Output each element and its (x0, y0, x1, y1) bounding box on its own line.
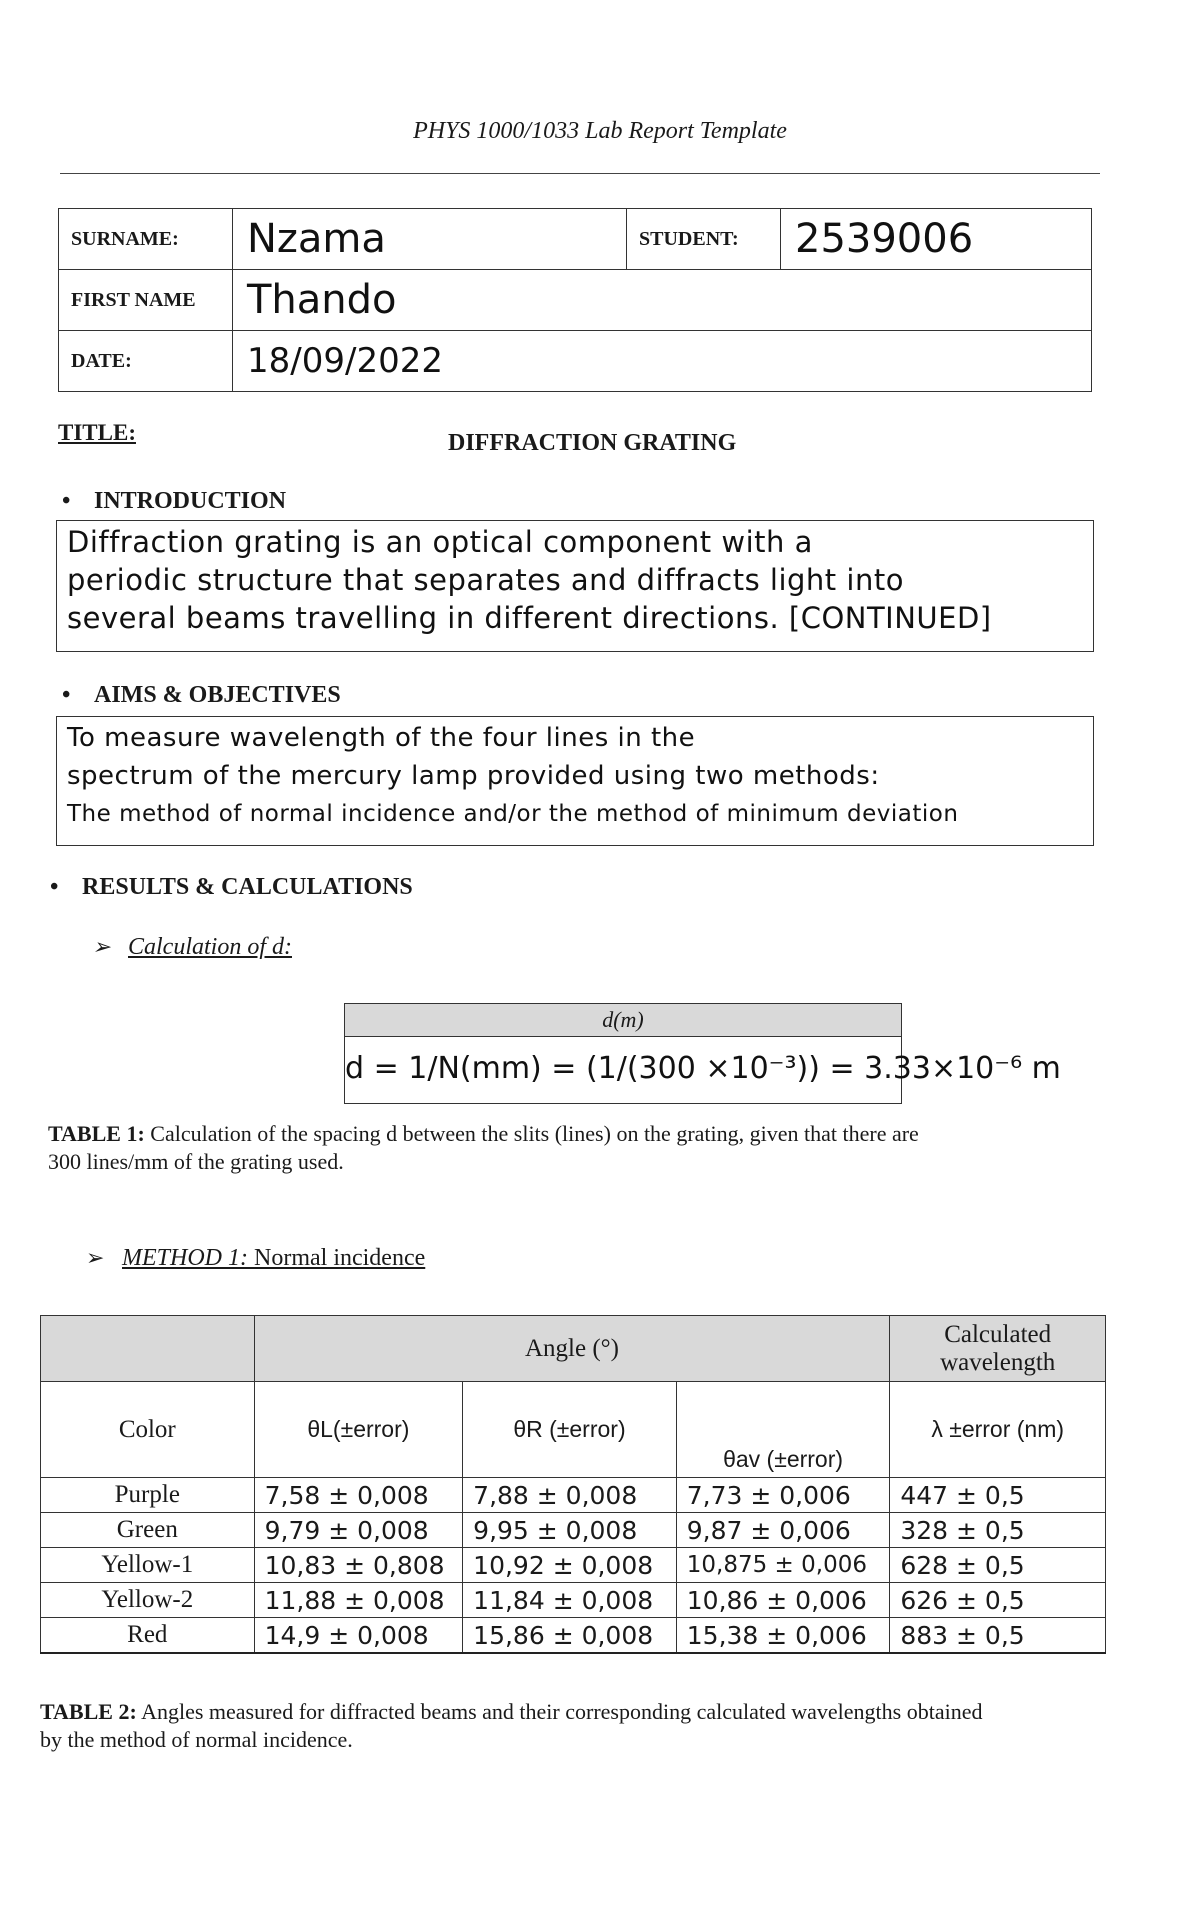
theta-average-cell: 9,87 ± 0,006 (676, 1513, 890, 1548)
bullet-icon: • (62, 488, 71, 514)
color-column-header: Color (41, 1382, 255, 1478)
table-row (41, 1548, 1106, 1583)
d-calculation-table (344, 1003, 1061, 1104)
aims-line: To measure wavelength of the four lines in the (67, 723, 696, 753)
date-label: DATE: (59, 331, 233, 392)
table-row (41, 1478, 1106, 1513)
color-cell: Purple (41, 1478, 255, 1513)
theta-left-column-header: θL(±error) (254, 1382, 463, 1478)
header-divider (60, 173, 1100, 174)
theta-right-cell: 11,84 ± 0,008 (463, 1583, 677, 1618)
aims-heading: • AIMS & OBJECTIVES (62, 682, 341, 708)
theta-left-cell: 7,58 ± 0,008 (254, 1478, 463, 1513)
lambda-cell: 447 ± 0,5 (890, 1478, 1106, 1513)
d-formula: d = 1/N(mm) = (1/(300 ×10⁻³)) = 3.33×10⁻⁶ m (345, 1051, 1061, 1086)
bullet-icon: • (50, 874, 59, 900)
surname-label: SURNAME: (59, 209, 233, 270)
surname-value: Nzama (233, 209, 627, 270)
bullet-icon: • (62, 682, 71, 708)
introduction-text-box (56, 520, 1094, 652)
theta-right-column-header: θR (±error) (463, 1382, 677, 1478)
title-label: TITLE: (58, 420, 136, 445)
arrow-bullet-icon: ➢ (86, 1245, 105, 1270)
theta-average-cell: 15,38 ± 0,006 (676, 1618, 890, 1654)
color-cell: Yellow-2 (41, 1583, 255, 1618)
theta-average-cell: 10,875 ± 0,006 (676, 1548, 890, 1583)
theta-right-cell: 9,95 ± 0,008 (463, 1513, 677, 1548)
d-table-header: d(m) (345, 1004, 901, 1037)
results-heading: • RESULTS & CALCULATIONS (50, 874, 413, 900)
calc-d-subheading: ➢ Calculation of d: (92, 934, 292, 960)
introduction-line: Diffraction grating is an optical component with a (67, 525, 813, 559)
color-cell: Red (41, 1618, 255, 1654)
introduction-line: several beams travelling in different directions. [CONTINUED] (67, 601, 992, 635)
lambda-cell: 328 ± 0,5 (890, 1513, 1106, 1548)
student-info-table (58, 208, 1092, 392)
lambda-cell: 883 ± 0,5 (890, 1618, 1106, 1654)
theta-average-cell: 7,73 ± 0,006 (676, 1478, 890, 1513)
firstname-value: Thando (233, 270, 1092, 331)
d-table-body (345, 1037, 1061, 1103)
method1-subheading: ➢ METHOD 1: Normal incidence (86, 1245, 426, 1271)
theta-left-cell: 11,88 ± 0,008 (254, 1583, 463, 1618)
table1-label: TABLE 1: (48, 1121, 145, 1146)
angle-header: Angle (°) (254, 1316, 890, 1382)
firstname-label: FIRST NAME (59, 270, 233, 331)
arrow-bullet-icon: ➢ (92, 934, 111, 959)
table-header-blank (41, 1316, 255, 1382)
aims-line: The method of normal incidence and/or the method of minimum deviation (67, 801, 959, 827)
calculated-wavelength-header: Calculated wavelength (890, 1316, 1106, 1382)
lambda-cell: 626 ± 0,5 (890, 1583, 1106, 1618)
table-row (41, 1583, 1106, 1618)
theta-right-cell: 10,92 ± 0,008 (463, 1548, 677, 1583)
table1-caption: TABLE 1: Calculation of the spacing d between the slits (lines) on the grating, given that there are 300 lines/mm of the grating used. (48, 1121, 919, 1174)
theta-left-cell: 14,9 ± 0,008 (254, 1618, 463, 1654)
theta-average-column-header: θav (±error) (676, 1382, 890, 1478)
introduction-heading: • INTRODUCTION (62, 488, 287, 514)
lambda-column-header: λ ±error (nm) (890, 1382, 1106, 1478)
aims-line: spectrum of the mercury lamp provided using two methods: (67, 761, 880, 791)
date-value: 18/09/2022 (233, 331, 1092, 392)
student-label: STUDENT: (627, 209, 781, 270)
student-number-value: 2539006 (781, 209, 1092, 270)
normal-incidence-table (40, 1315, 1106, 1654)
table-row (41, 1513, 1106, 1548)
color-cell: Green (41, 1513, 255, 1548)
table2-label: TABLE 2: (40, 1699, 137, 1724)
theta-average-cell: 10,86 ± 0,006 (676, 1583, 890, 1618)
table2-caption: TABLE 2: Angles measured for diffracted beams and their corresponding calculated wavelengths obtained by the method of normal incidence. (40, 1699, 983, 1752)
lambda-cell: 628 ± 0,5 (890, 1548, 1106, 1583)
color-cell: Yellow-1 (41, 1548, 255, 1583)
aims-text-box (56, 716, 1094, 846)
theta-right-cell: 15,86 ± 0,008 (463, 1618, 677, 1654)
report-title: DIFFRACTION GRATING (448, 430, 737, 456)
theta-left-cell: 9,79 ± 0,008 (254, 1513, 463, 1548)
theta-right-cell: 7,88 ± 0,008 (463, 1478, 677, 1513)
theta-left-cell: 10,83 ± 0,808 (254, 1548, 463, 1583)
page-header: PHYS 1000/1033 Lab Report Template (413, 118, 787, 144)
table-row (41, 1618, 1106, 1654)
introduction-line: periodic structure that separates and diffracts light into (67, 563, 904, 597)
